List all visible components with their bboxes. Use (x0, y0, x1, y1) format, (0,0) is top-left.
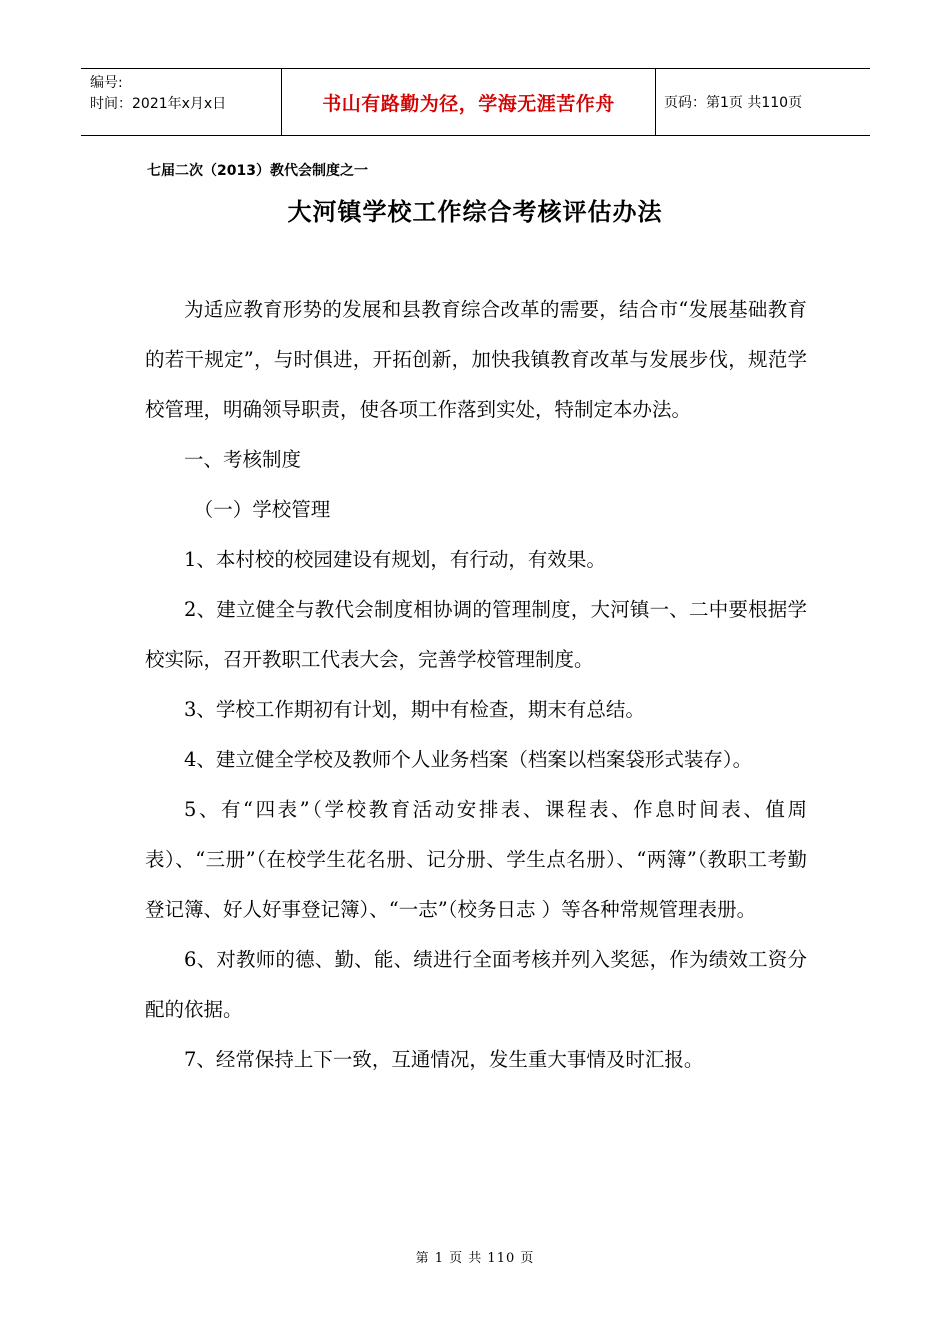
paragraph-intro: 为适应教育形势的发展和县教育综合改革的需要，结合市“发展基础教育的若干规定”，与时俱进，开拓创新，加快我镇教育改革与发展步伐，规范学校管理，明确领导职责，使各项工作落到实处，特制定本办法。 (145, 298, 807, 421)
header-meta-cell (81, 69, 282, 135)
page-header-table (81, 68, 870, 136)
page-info: 页码：第1页 共110页 (664, 95, 803, 111)
header-page-cell (656, 69, 870, 135)
subsection-heading: （一）学校管理 (193, 498, 331, 521)
document-body (145, 285, 807, 1085)
list-item: 6、对教师的德、勤、能、绩进行全面考核并列入奖惩，作为绩效工资分配的依据。 (145, 948, 807, 1021)
header-motto-cell (282, 69, 656, 135)
time-label: 时间：2021年x月x日 (90, 96, 227, 112)
code-label: 编号: (90, 75, 123, 91)
page-footer: 第 1 页 共 110 页 (415, 1251, 535, 1266)
list-item: 4、建立健全学校及教师个人业务档案（档案以档案袋形式装存）。 (184, 748, 753, 771)
list-item: 5、有“四表”（学校教育活动安排表、课程表、作息时间表、值周表）、“三册”（在校学生花名册、记分册、学生点名册）、“两簿”（教职工考勤登记簿、好人好事登记簿）、“一志”（校务日志 ）等各种常规管理表册。 (145, 798, 807, 921)
list-item: 3、学校工作期初有计划，期中有检查，期末有总结。 (184, 698, 645, 721)
list-item: 1、本村校的校园建设有规划，有行动，有效果。 (184, 548, 606, 571)
list-item: 2、建立健全与教代会制度相协调的管理制度，大河镇一、二中要根据学校实际，召开教职工代表大会，完善学校管理制度。 (145, 598, 807, 671)
list-item: 7、经常保持上下一致，互通情况，发生重大事情及时汇报。 (184, 1048, 704, 1071)
section-heading: 一、考核制度 (184, 448, 302, 471)
motto-text: 书山有路勤为径，学海无涯苦作舟 (322, 92, 615, 115)
document-title: 大河镇学校工作综合考核评估办法 (287, 198, 663, 226)
document-label: 七届二次（2013）教代会制度之一 (147, 163, 368, 179)
